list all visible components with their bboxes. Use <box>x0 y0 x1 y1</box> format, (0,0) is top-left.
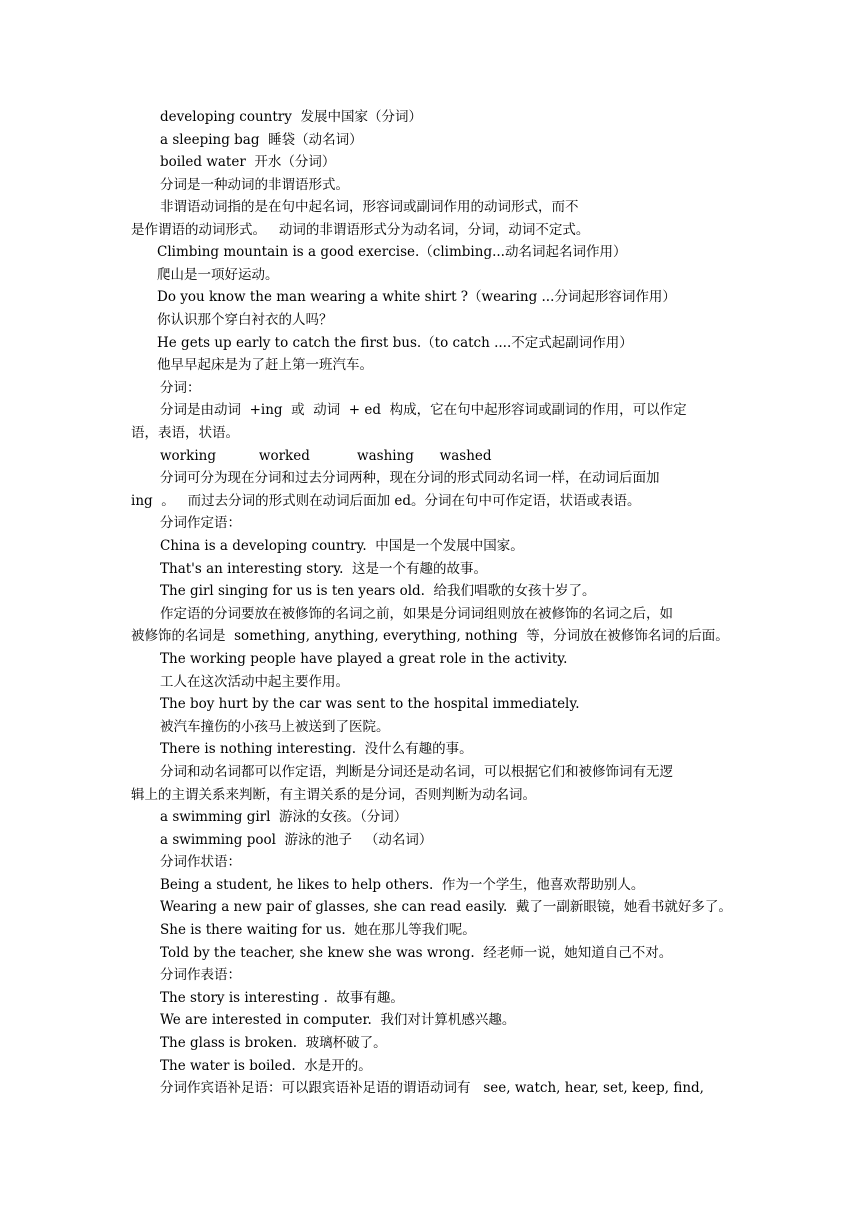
text-line: 分词和动名词都可以作定语，判断是分词还是动名词，可以根据它们和被修饰词有无逻 <box>160 764 673 780</box>
text-line: She is there waiting for us. 她在那儿等我们呢。 <box>160 922 476 938</box>
text-line: The story is interesting . 故事有趣。 <box>160 990 404 1006</box>
text-line: Do you know the man wearing a white shirt ?（wearing ...分词起形容词作用） <box>157 289 676 305</box>
text-line: 分词作宾语补足语：可以跟宾语补足语的谓语动词有 see, watch, hear, set, keep, find, <box>160 1080 704 1096</box>
text-line: ing 。 而过去分词的形式则在动词后面加 ed。分词在句中可作定语，状语或表语。 <box>131 493 641 509</box>
text-line: a swimming pool 游泳的池子 （动名词） <box>160 832 433 848</box>
text-line: boiled water 开水（分词） <box>160 154 336 170</box>
text-line: We are interested in computer. 我们对计算机感兴趣。 <box>160 1012 516 1028</box>
text-line: 分词是一种动词的非谓语形式。 <box>160 177 349 193</box>
text-line: 爬山是一项好运动。 <box>157 267 279 283</box>
text-line: 被修饰的名词是 something, anything, everything, nothing 等，分词放在被修饰名词的后面。 <box>131 628 729 644</box>
text-line: a sleeping bag 睡袋（动名词） <box>160 132 363 148</box>
text-line: 辑上的主谓关系来判断，有主谓关系的是分词，否则判断为动名词。 <box>131 787 536 803</box>
text-line: Told by the teacher, she knew she was wrong. 经老师一说，她知道自己不对。 <box>160 945 673 961</box>
text-line: 你认识那个穿白衬衣的人吗？ <box>157 312 333 328</box>
text-line: 是作谓语的动词形式。 动词的非谓语形式分为动名词，分词，动词不定式。 <box>131 222 590 238</box>
text-line: 被汽车撞伤的小孩马上被送到了医院。 <box>160 719 390 735</box>
section-heading: 分词作状语： <box>160 854 241 870</box>
text-line: Being a student, he likes to help others. 作为一个学生，他喜欢帮助别人。 <box>160 877 645 893</box>
text-line: He gets up early to catch the first bus.（to catch ....不定式起副词作用） <box>157 335 633 351</box>
text-line: The water is boiled. 水是开的。 <box>160 1058 372 1074</box>
text-line: There is nothing interesting. 没什么有趣的事。 <box>160 741 473 757</box>
text-line: 他早早起床是为了赶上第一班汽车。 <box>157 357 373 373</box>
text-line: That's an interesting story. 这是一个有趣的故事。 <box>160 561 487 577</box>
text-line: The girl singing for us is ten years old. 给我们唱歌的女孩十岁了。 <box>160 583 596 599</box>
section-heading: 分词作表语： <box>160 967 241 983</box>
text-line: China is a developing country. 中国是一个发展中国家。 <box>160 538 524 554</box>
section-heading: 分词： <box>160 380 201 396</box>
text-line: 分词是由动词 +ing 或 动词 + ed 构成，它在句中起形容词或副词的作用，可以作定 <box>160 402 687 418</box>
text-line: The boy hurt by the car was sent to the hospital immediately. <box>160 696 580 712</box>
text-line: Wearing a new pair of glasses, she can read easily. 戴了一副新眼镜，她看书就好多了。 <box>160 899 732 915</box>
text-line: a swimming girl 游泳的女孩。（分词） <box>160 809 408 825</box>
text-line: working worked washing washed <box>160 448 492 464</box>
text-line: Climbing mountain is a good exercise.（climbing...动名词起名词作用） <box>157 244 627 260</box>
text-line: 作定语的分词要放在被修饰的名词之前，如果是分词词组则放在被修饰的名词之后，如 <box>160 606 673 622</box>
text-line: 非谓语动词指的是在句中起名词，形容词或副词作用的动词形式，而不 <box>160 199 579 215</box>
text-line: 工人在这次活动中起主要作用。 <box>160 674 349 690</box>
text-line: 语，表语，状语。 <box>131 425 239 441</box>
section-heading: 分词作定语： <box>160 515 241 531</box>
text-line: 分词可分为现在分词和过去分词两种，现在分词的形式同动名词一样，在动词后面加 <box>160 470 660 486</box>
text-line: developing country 发展中国家（分词） <box>160 109 422 125</box>
text-line: The working people have played a great role in the activity. <box>160 651 568 667</box>
text-line: The glass is broken. 玻璃杯破了。 <box>160 1035 387 1051</box>
